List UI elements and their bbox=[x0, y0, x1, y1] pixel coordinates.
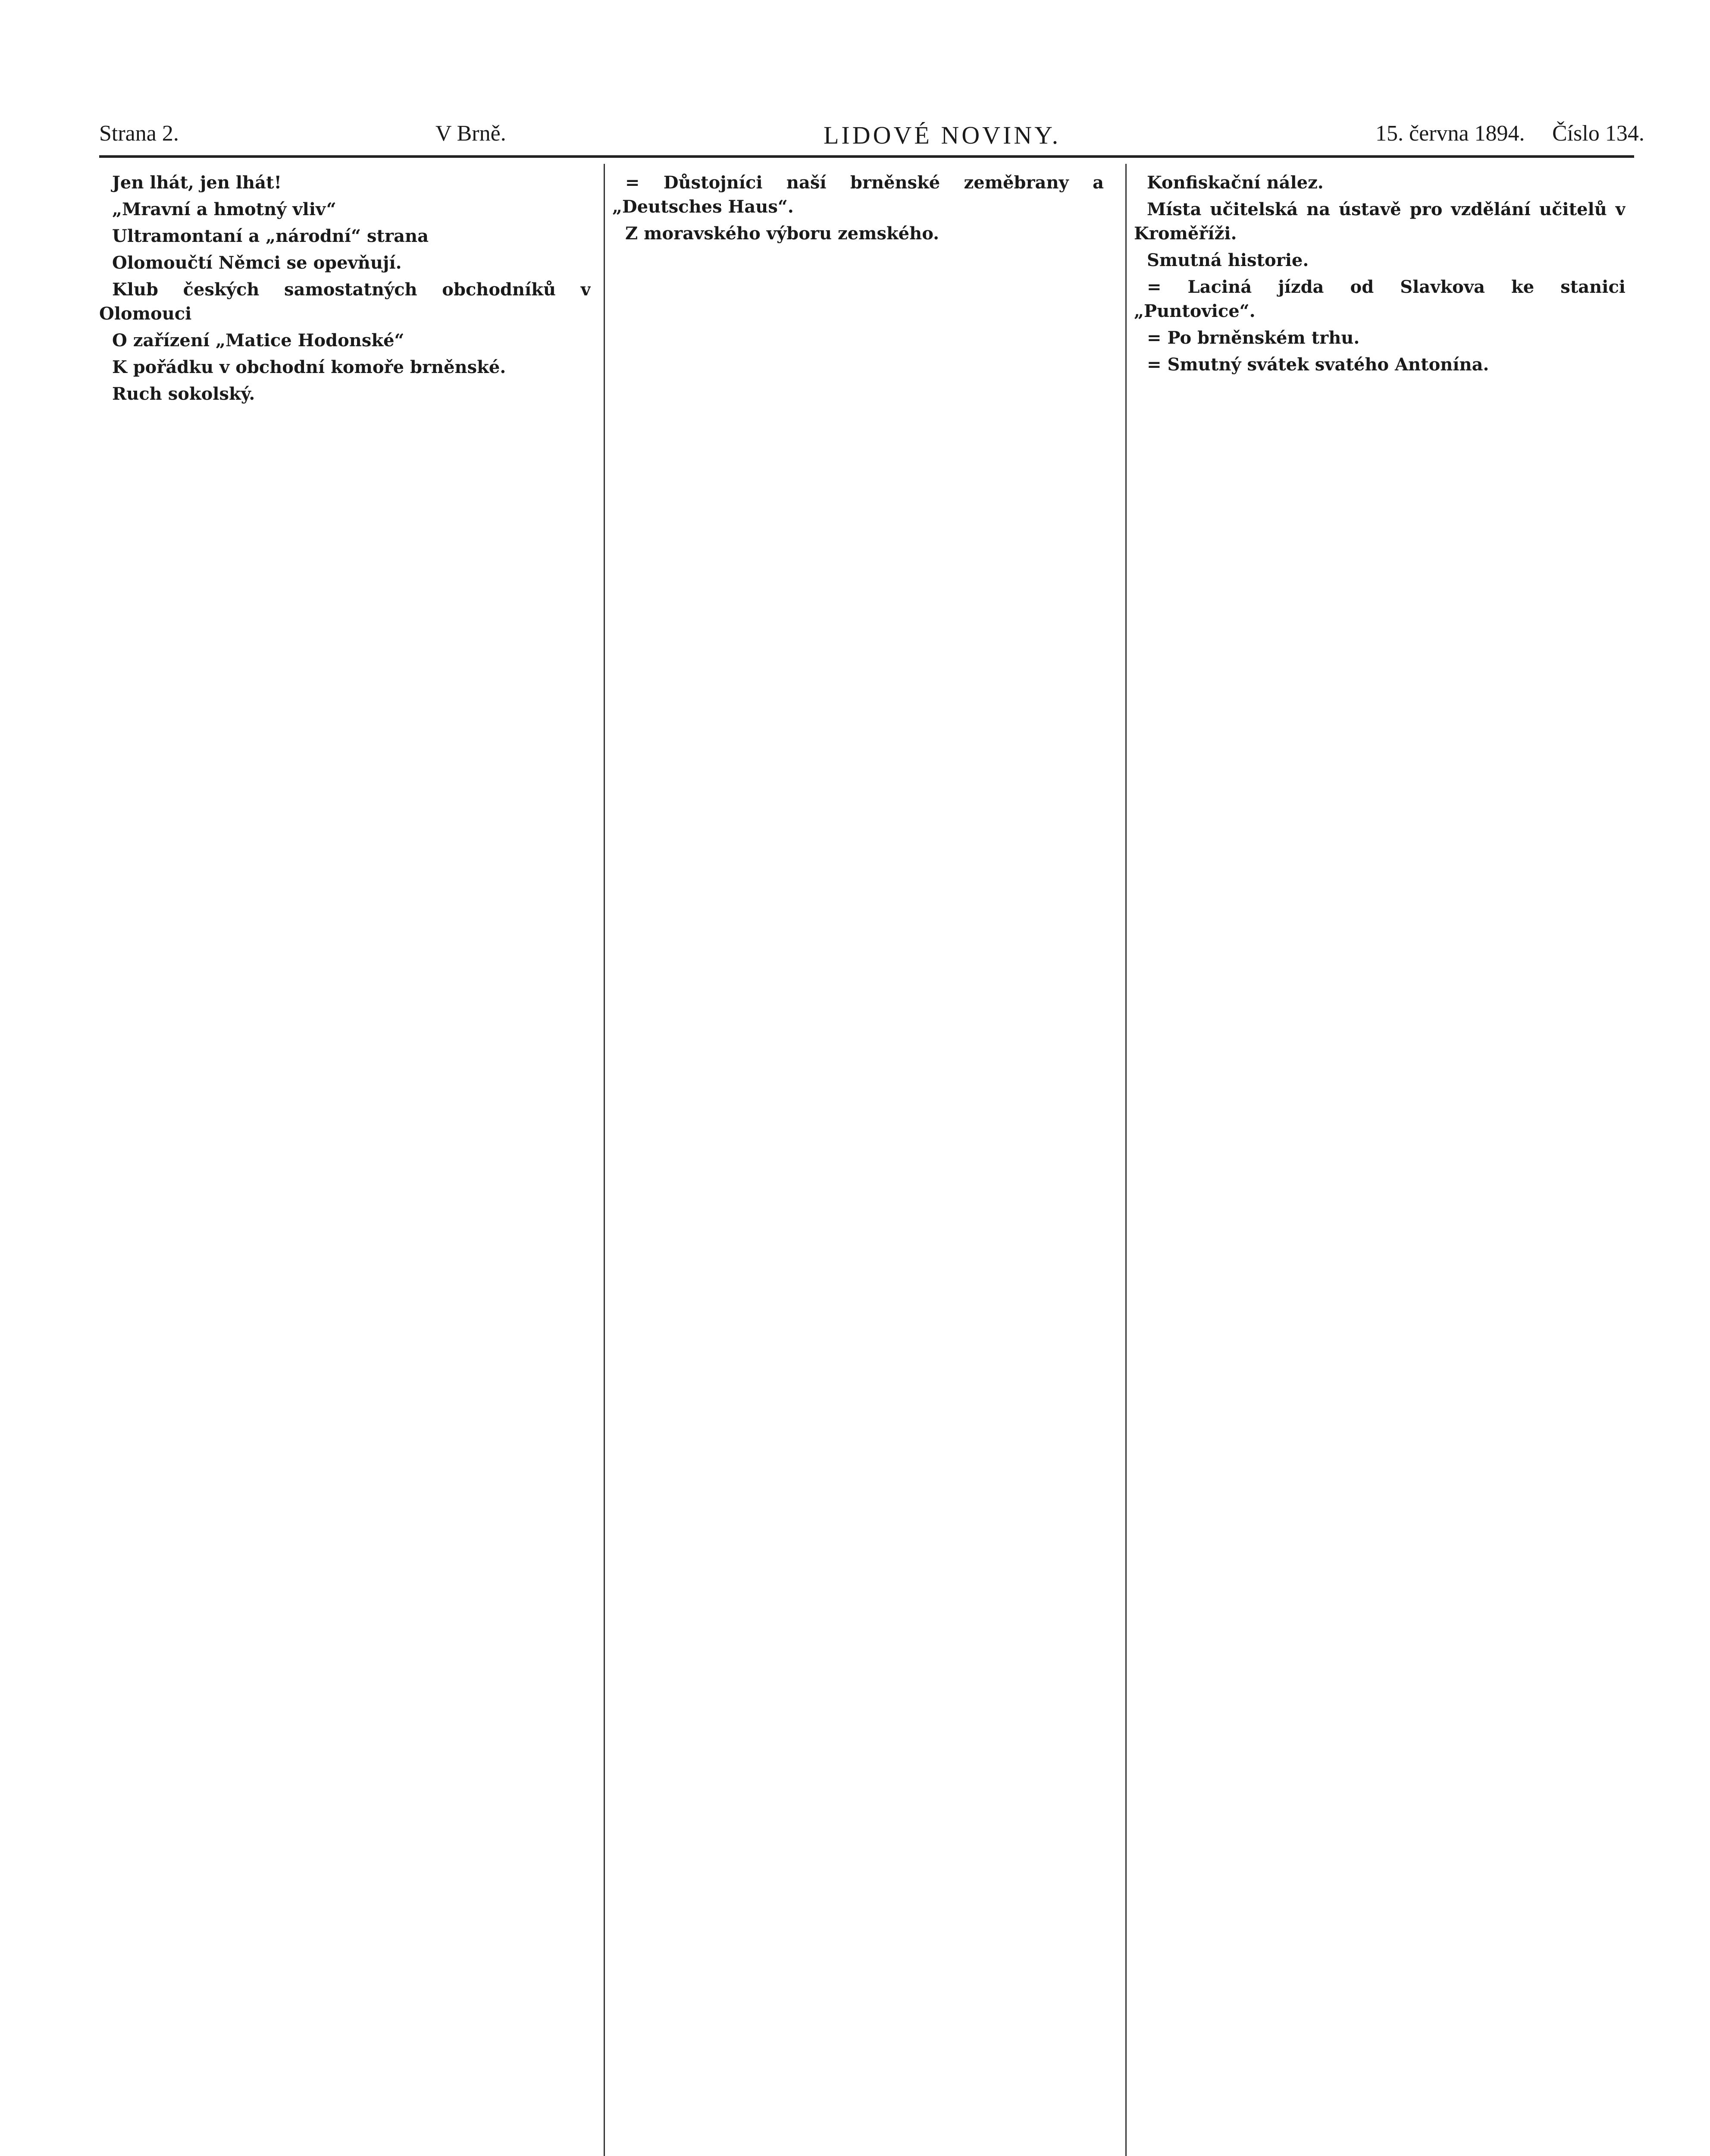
column-1 bbox=[99, 168, 591, 2156]
article-heading: Ultramontaní a „národní“ strana bbox=[112, 226, 429, 246]
article-heading: Z moravského výboru zemského. bbox=[625, 223, 940, 244]
article-heading: Smutná historie. bbox=[1147, 250, 1309, 270]
article-heading: Jen lhát, jen lhát! bbox=[112, 172, 282, 193]
column-divider bbox=[1125, 164, 1127, 2156]
article-heading: Ruch sokolský. bbox=[112, 384, 255, 404]
page-header bbox=[99, 116, 1644, 155]
article-heading: K pořádku v obchodní komoře brněnské. bbox=[112, 357, 506, 377]
article-heading: = Důstojníci naší brněnské zeměbrany a „Deutsches Haus“. bbox=[612, 172, 1104, 217]
newspaper-title: LIDOVÉ NOVINY. bbox=[824, 121, 1061, 149]
article-heading: Klub českých samostatných obchodníků v Olomouci bbox=[99, 279, 591, 324]
header-rule bbox=[99, 155, 1634, 158]
article-heading: = Po brněnském trhu. bbox=[1147, 328, 1360, 348]
issue-number: Číslo 134. bbox=[1552, 121, 1644, 146]
article-heading: = Smutný svátek svatého Antonína. bbox=[1147, 354, 1489, 375]
page-number: Strana 2. bbox=[99, 121, 179, 146]
article-heading: = Laciná jízda od Slavkova ke stanici „Puntovice“. bbox=[1134, 277, 1625, 321]
issue-date: 15. června 1894. bbox=[1375, 121, 1525, 146]
city-label: V Brně. bbox=[435, 121, 506, 146]
article-heading: O zařízení „Matice Hodonské“ bbox=[112, 330, 404, 351]
article-heading: Olomoučtí Němci se opevňují. bbox=[112, 253, 402, 273]
column-2 bbox=[612, 168, 1104, 2156]
column-3 bbox=[1134, 168, 1625, 2156]
article-heading: Konfiskační nález. bbox=[1147, 172, 1324, 193]
article-heading: „Mravní a hmotný vliv“ bbox=[112, 199, 336, 219]
column-divider bbox=[604, 164, 605, 2156]
article-heading: Místa učitelská na ústavě pro vzdělání učitelů v Kroměříži. bbox=[1134, 199, 1625, 244]
